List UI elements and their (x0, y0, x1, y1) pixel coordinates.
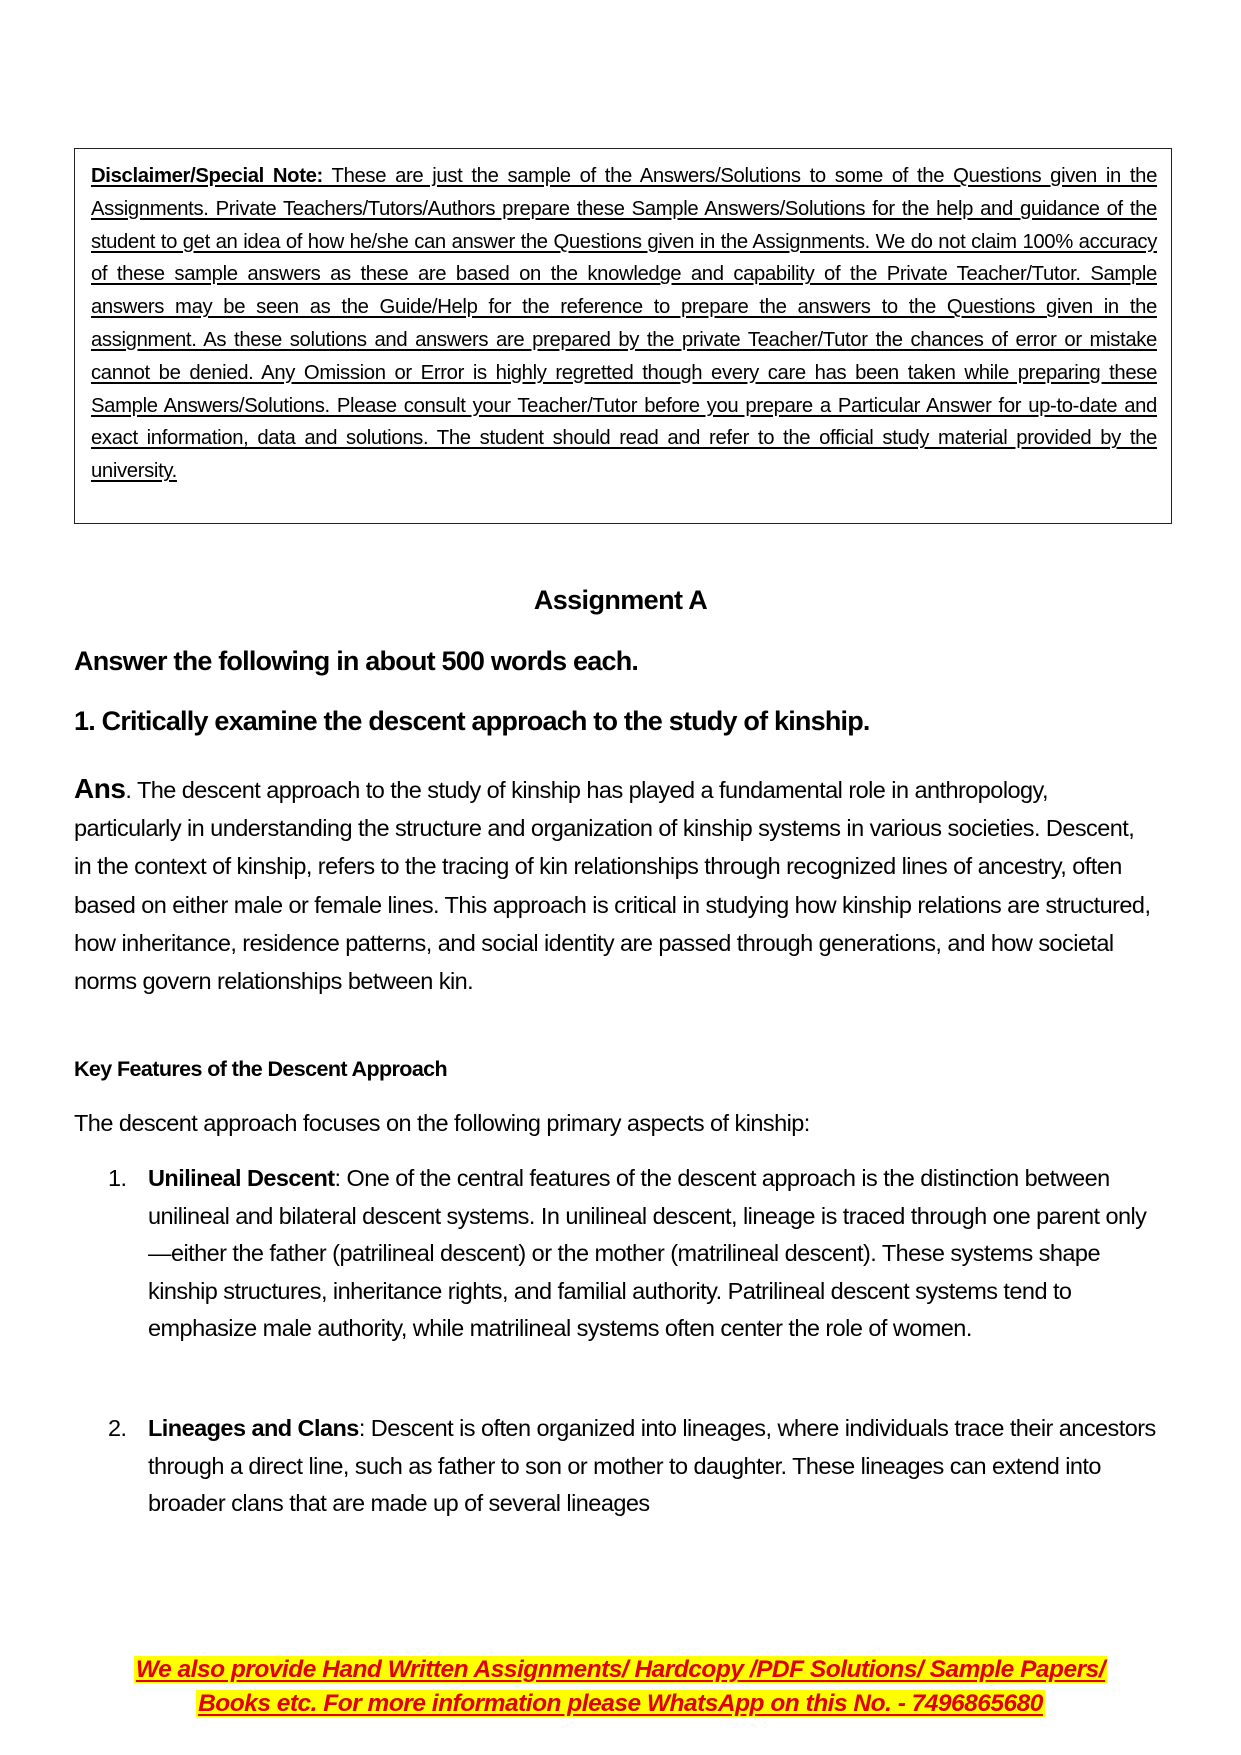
list-item (108, 1410, 1168, 1523)
promo-banner (0, 1653, 1241, 1721)
list-item-title: Lineages and Clans (148, 1415, 359, 1441)
list-item-text: : One of the central features of the descent approach is the distinction between unilineal and bilateral descent systems. In unilineal descent, lineage is traced through one parent only—either the father (patrilineal descent) or the mother (matrilineal descent). These systems shape kinship structures, inheritance rights, and familial authority. Patrilineal descent systems tend to emphasize male authority, while matrilineal systems often center the role of women. (148, 1165, 1147, 1342)
list-item (108, 1160, 1168, 1348)
answer-text: . The descent approach to the study of kinship has played a fundamental role in anthropology, particularly in understanding the structure and organization of kinship systems in various societies. Descent, in the context of kinship, refers to the tracing of kin relationships through recognized lines of ancestry, often based on either male or female lines. This approach is critical in studying how kinship relations are structured, how inheritance, residence patterns, and social identity are passed through generations, and how societal norms govern relationships between kin. (74, 777, 1151, 995)
promo-line-2: Books etc. For more information please WhatsApp on this No. - 7496865680 (198, 1690, 1043, 1717)
list-item-text: : Descent is often organized into lineages, where individuals trace their ancestors through a direct line, such as father to son or mother to daughter. These lineages can extend into broader clans that are made up of several lineages (148, 1415, 1156, 1517)
instruction-heading: Answer the following in about 500 words each. (74, 646, 639, 676)
answer-label: Ans (74, 773, 126, 804)
promo-line-1: We also provide Hand Written Assignments/ Hardcopy /PDF Solutions/ Sample Papers/ (135, 1656, 1106, 1683)
assignment-title: Assignment A (533, 585, 708, 615)
answer-paragraph (74, 770, 1154, 1000)
list-item-number: 1. (108, 1165, 127, 1191)
disclaimer-label: Disclaimer/Special Note: (91, 165, 323, 187)
key-features-intro: The descent approach focuses on the following primary aspects of kinship: (74, 1110, 810, 1136)
question-heading: 1. Critically examine the descent approach to the study of kinship. (74, 706, 870, 736)
list-item-title: Unilineal Descent (148, 1165, 335, 1191)
key-features-heading: Key Features of the Descent Approach (74, 1057, 448, 1081)
disclaimer-text (91, 160, 1157, 488)
disclaimer-box (74, 148, 1172, 524)
list-item-number: 2. (108, 1415, 127, 1441)
disclaimer-body: These are just the sample of the Answers/Solutions to some of the Questions given in the Assignments. Private Teachers/Tutors/Authors prepare these Sample Answers/Solutions for the help and guidance of the student to get an idea of how he/she can answer the Questions given in the Assignments. We do not claim 100% accuracy of these sample answers as these are based on the knowledge and capability of the Private Teacher/Tutor. Sample answers may be seen as the Guide/Help for the reference to prepare the answers to the Questions given in the assignment. As these solutions and answers are prepared by the private Teacher/Tutor the chances of error or mistake cannot be denied. Any Omission or Error is highly regretted though every care has been taken while preparing these Sample Answers/Solutions. Please consult your Teacher/Tutor before you prepare a Particular Answer for up-to-date and exact information, data and solutions. The student should read and refer to the official study material provided by the university. (91, 165, 1157, 483)
